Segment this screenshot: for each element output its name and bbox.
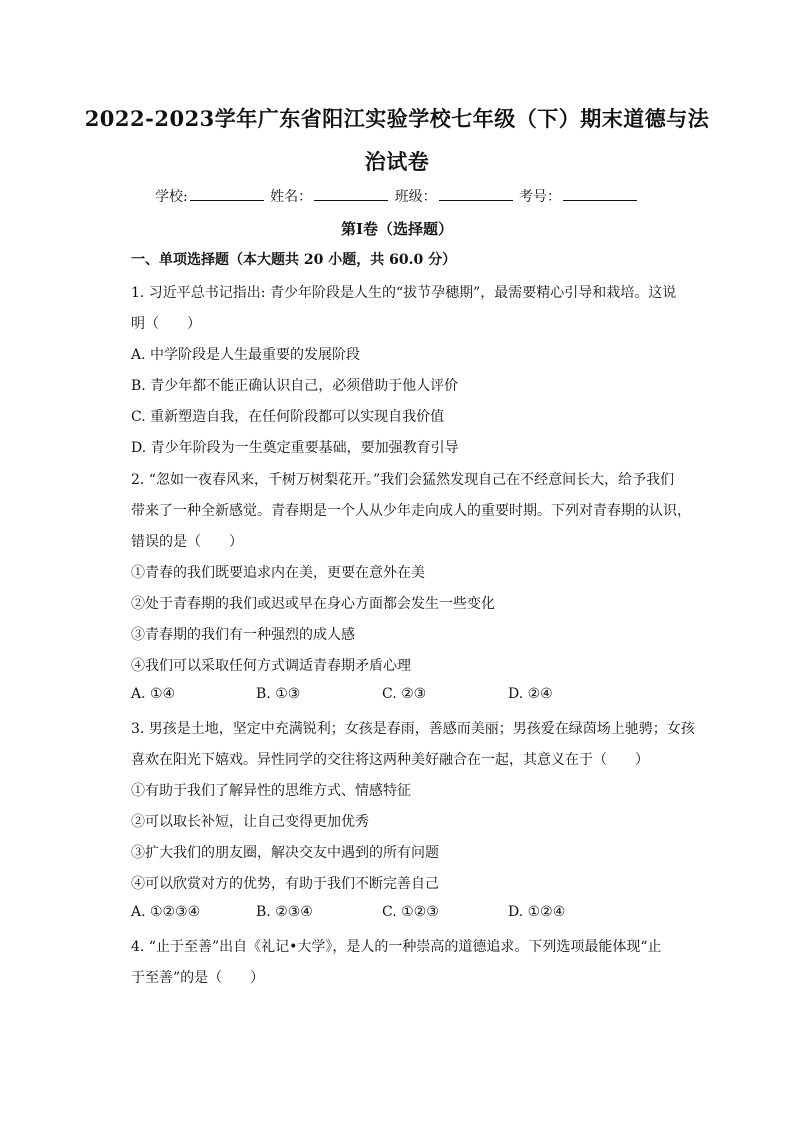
- question-3-statement-1: ①有助于我们了解异性的思维方式、情感特征: [131, 783, 411, 799]
- question-1-stem-line-1: 1. 习近平总书记指出: 青少年阶段是人生的“拔节孕穗期”，最需要精心引导和栽培。这说: [131, 285, 677, 301]
- question-2-statement-2: ②处于青春期的我们或迟或早在身心方面都会发生一些变化: [131, 596, 495, 612]
- question-3-option-a: A. ①②③④: [131, 904, 201, 920]
- exam-number-label: 考号：: [519, 189, 562, 205]
- class-blank: [439, 188, 513, 201]
- question-2-stem-line-3: 错误的是（ ）: [131, 534, 243, 550]
- question-1-option-c: C. 重新塑造自我，在任何阶段都可以实现自我价值: [131, 409, 445, 425]
- name-label: 姓名：: [270, 189, 313, 205]
- question-1-option-d: D. 青少年阶段为一生奠定重要基础，要加强教育引导: [131, 440, 459, 456]
- question-1-option-b: B. 青少年都不能正确认识自己，必须借助于他人评价: [131, 378, 459, 394]
- question-2-option-d: D. ②④: [508, 686, 553, 702]
- question-3-statement-3: ③扩大我们的朋友圈，解决交友中遇到的所有问题: [131, 845, 439, 861]
- name-blank: [314, 188, 388, 201]
- student-info-row: [0, 186, 794, 206]
- question-3-stem-line-2: 喜欢在阳光下嬉戏。异性同学的交往将这两种美好融合在一起，其意义在于（ ）: [131, 752, 649, 768]
- exam-number-blank: [563, 188, 637, 201]
- question-2-option-b: B. ①③: [256, 686, 301, 702]
- question-2-statement-4: ④我们可以采取任何方式调适青春期矛盾心理: [131, 658, 411, 674]
- question-2-stem-line-2: 带来了一种全新感觉。青春期是一个人从少年走向成人的重要时期。下列对青春期的认识，: [131, 503, 691, 519]
- question-2-statement-1: ①青春的我们既要追求内在美，更要在意外在美: [131, 565, 425, 581]
- question-2-option-c: C. ②③: [382, 686, 427, 702]
- question-1-stem-line-2: 明（ ）: [131, 316, 201, 332]
- question-2-statement-3: ③青春期的我们有一种强烈的成人感: [131, 627, 355, 643]
- section-title: 第Ⅰ卷（选择题）: [340, 220, 454, 238]
- question-3-option-d: D. ①②④: [508, 904, 566, 920]
- question-4-stem-line-1: 4. “止于至善”出自《礼记•大学》，是人的一种崇高的道德追求。下列选项最能体现“止: [131, 939, 662, 955]
- question-2-stem-line-1: 2. “忽如一夜春风来，千树万树梨花开。”我们会猛然发现自己在不经意间长大，给予我们: [131, 472, 675, 488]
- question-3-statement-2: ②可以取长补短，让自己变得更加优秀: [131, 814, 369, 830]
- part-heading: 一、单项选择题（本大题共 20 小题，共 60.0 分）: [131, 252, 457, 268]
- question-3-stem-line-1: 3. 男孩是土地，坚定中充满锐利；女孩是春雨，善感而美丽；男孩爱在绿茵场上驰骋；女孩: [131, 721, 695, 737]
- school-label: 学校:: [154, 189, 188, 205]
- exam-title-line-1: 2022-2023学年广东省阳江实验学校七年级（下）期末道德与法: [84, 106, 710, 131]
- exam-title-line-2: 治试卷: [364, 149, 430, 174]
- question-3-statement-4: ④可以欣赏对方的优势，有助于我们不断完善自己: [131, 876, 439, 892]
- question-4-stem-line-2: 于至善”的是（ ）: [131, 970, 265, 986]
- question-1-option-a: A. 中学阶段是人生最重要的发展阶段: [131, 347, 361, 363]
- question-3-option-c: C. ①②③: [382, 904, 439, 920]
- question-2-option-a: A. ①④: [131, 686, 176, 702]
- school-blank: [190, 188, 264, 201]
- class-label: 班级：: [394, 189, 437, 205]
- question-3-option-b: B. ②③④: [256, 904, 313, 920]
